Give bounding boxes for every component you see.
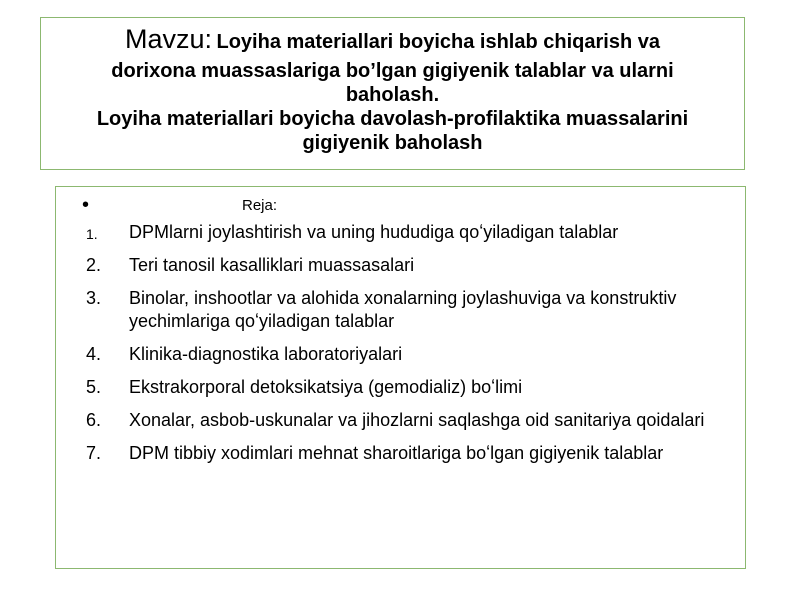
title-line-1-text: Loyiha materiallari boyicha ishlab chiqarish va [216, 31, 660, 53]
plan-item-number: 2. [86, 255, 102, 275]
plan-item-4 [86, 343, 726, 366]
plan-item-text: DPM tibbiy xodimlari mehnat sharoitlariga boʻlgan gigiyenik talablar [129, 443, 664, 463]
plan-item-7 [86, 442, 726, 465]
bullet [82, 195, 89, 216]
title-line-4: Loyiha materiallari boyicha davolash-profilaktika muassalarini [96, 108, 689, 130]
plan-item-number: 4. [86, 344, 102, 364]
plan-heading: Reja: [242, 197, 278, 214]
plan-item-text: Binolar, inshootlar va alohida xonalarning joylashuviga va konstruktiv yechimlariga qoʻyiladigan talablar [129, 288, 677, 331]
plan-item-3 [86, 287, 726, 333]
title-box [40, 17, 745, 170]
plan-item-text: Teri tanosil kasalliklari muassasalari [129, 255, 415, 275]
plan-item-6 [86, 409, 726, 432]
plan-item-text: Klinika-diagnostika laboratoriyalari [129, 344, 403, 364]
plan-item-1 [86, 221, 726, 244]
plan-item-text: Xonalar, asbob-uskunalar va jihozlarni saqlashga oid sanitariya qoidalari [129, 410, 705, 430]
plan-item-text: Ekstrakorporal detoksikatsiya (gemodializ) boʻlimi [129, 377, 523, 397]
plan-box [55, 186, 746, 569]
title-line-1 [41, 24, 744, 59]
plan-item-number: 1. [86, 226, 98, 242]
plan-item-number: 5. [86, 377, 102, 397]
plan-item-text: DPMlarni joylashtirish va uning hududiga qoʻyiladigan talablar [129, 222, 619, 242]
plan-list [86, 221, 726, 465]
plan-item-number: 6. [86, 410, 102, 430]
title-line-5: gigiyenik baholash [302, 132, 483, 154]
title-prefix: Mavzu: [125, 24, 213, 54]
plan-item-number: 7. [86, 443, 102, 463]
plan-item-number: 3. [86, 288, 102, 308]
title-line-2: dorixona muassaslariga bo’lgan gigiyenik talablar va ularni [111, 60, 674, 82]
bullet-dot-icon: • [82, 194, 90, 216]
plan-item-2 [86, 254, 726, 277]
title-line-3: baholash. [345, 84, 440, 106]
plan-item-5 [86, 376, 726, 399]
